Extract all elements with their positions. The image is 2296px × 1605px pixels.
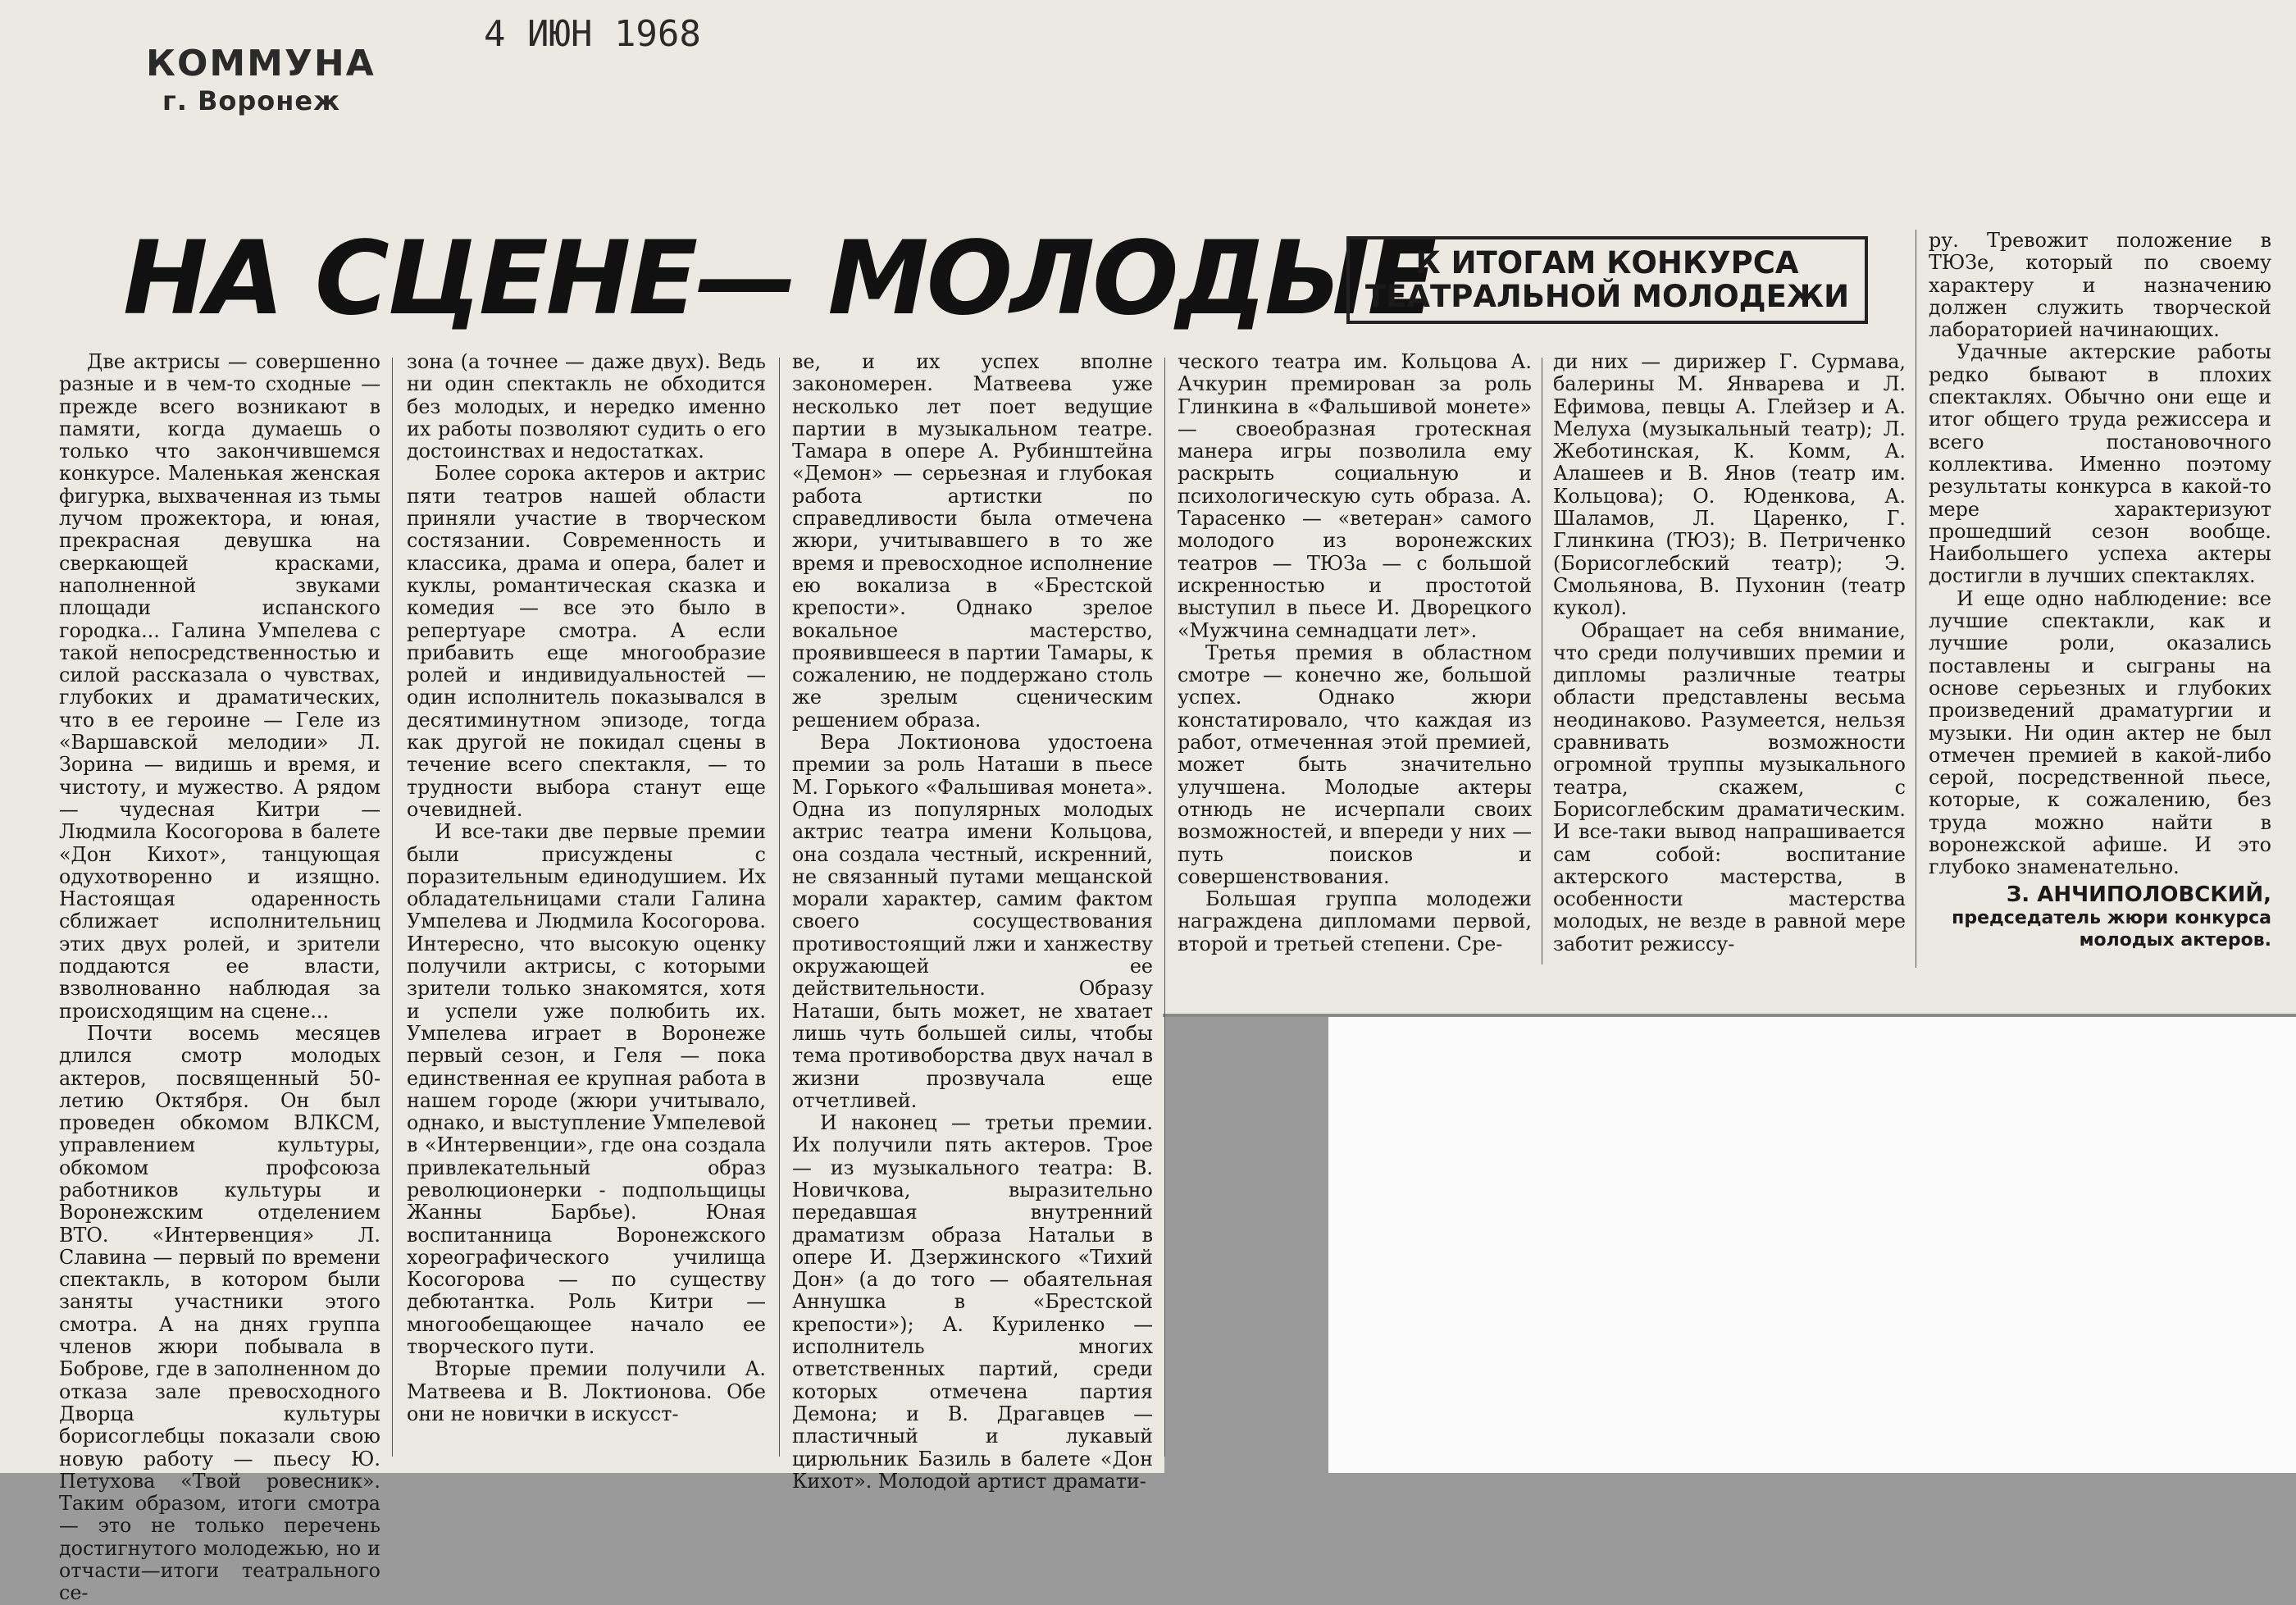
- column-rule: [1164, 358, 1165, 1457]
- clipping-cut-edge: [1163, 1014, 2296, 1017]
- newspaper-name: КОММУНА: [146, 43, 376, 84]
- article-paragraph: Большая группа молодежи награждена дипломами первой, второй и третьей степени. Сре-: [1178, 887, 1532, 955]
- article-paragraph: зона (а точнее — даже двух). Ведь ни один спектакль не обходится без молодых, и нередко именно их работы позволяют судить о его достоинствах и недостатках.: [407, 350, 766, 463]
- clipping-backing: [1328, 1017, 2296, 1473]
- rubric-box: [1346, 236, 1868, 324]
- article-paragraph: ческого театра им. Кольцова А. Ачкурин премирован за роль Глинкина в «Фальшивой монете» — своеобразная гротескная манера игры позволила ему раскрыть социальную и психологическую суть образа. А. Тарасенко — «ветеран» самого молодого из воронежских театров — ТЮЗа — с большой искренностью и простотой выступил в пьесе И. Дворецкого «Мужчина семнадцати лет».: [1178, 350, 1532, 642]
- signature-block: [1929, 882, 2271, 951]
- rubric-line-2: ТЕАТРАЛЬНОЙ МОЛОДЕЖИ: [1364, 279, 1850, 315]
- article-paragraph: Удачные актерские работы редко бывают в плохих спектаклях. Обычно они еще и итог общего труда режиссера и всего постановочного коллектива. Именно поэтому результаты конкурса в какой-то мере характеризуют прошедший сезон вообще. Наибольшего успеха актеры достигли в лучших спектаклях.: [1929, 340, 2271, 588]
- rubric-line-1: К ИТОГАМ КОНКУРСА: [1415, 245, 1799, 280]
- article-paragraph: И еще одно наблюдение: все лучшие спектакли, как и лучшие роли, оказались поставлены и сыграны на основе серьезных и глубоких произведений драматургии и музыки. Ни один актер не был отмечен премией в какой-либо серой, посредственной пьесе, которые, к сожалению, без труда можно найти в воронежской афише. И это глубоко знаменательно.: [1929, 586, 2271, 879]
- column-rule: [392, 358, 393, 1457]
- article-paragraph: Почти восемь месяцев длился смотр молодых актеров, посвященный 50-летию Октября. Он был проведен обкомом ВЛКСМ, управлением культуры, обкомом профсоюза работников культуры и Воронежским отделением ВТО. «Интервенция» Л. Славина — первый по времени спектакль, в котором были заняты участники этого смотра. А на днях группа членов жюри побывала в Боброве, где в заполненном до отказа зале превосходного Дворца культуры борисоглебцы показали свою новую работу — пьесу Ю. Петухова «Твой ровесник». Таким образом, итоги смотра — это не только перечень достигнутого молодежью, но и отчасти—итоги театрального се-: [59, 1021, 380, 1605]
- newspaper-city: г. Воронеж: [162, 85, 340, 116]
- article-paragraph: Обращает на себя внимание, что среди получивших премии и дипломы различные театры области представлены весьма неодинаково. Разумеется, нельзя сравнивать возможности огромной труппы музыкального театра, скажем, с Борисоглебским драматическим. И все-таки вывод напрашивается сам собой: воспитание актерского мастерства, в особенности мастерства молодых, не везде в равной мере заботит режиссу-: [1553, 618, 1906, 955]
- article-column-3: [792, 350, 1153, 1493]
- column-rule: [779, 358, 780, 1457]
- article-paragraph: Вера Локтионова удостоена премии за роль Наташи в пьесе М. Горького «Фальшивая монета». Одна из популярных молодых актрис театра имени Кольцова, она создала честный, искренний, не связанный путами мещанской морали характер, самим фактом своего сосуществования противостоящий лжи и ханжеству окружающей ее действительности. Образу Наташи, быть может, не хватает лишь чуть большей силы, чтобы тема противоборства двух начал в жизни прозвучала еще отчетливей.: [792, 731, 1153, 1112]
- article-paragraph: ди них — дирижер Г. Сурмава, балерины М. Январева и Л. Ефимова, певцы А. Глейзер и А. Мелуха (музыкальный театр); Л. Жеботинская, К. Комм, А. Алашеев и В. Янов (театр им. Кольцова); О. Юденкова, А. Шаламов, Л. Царенко, Г. Глинкина (ТЮЗ); В. Петриченко (Борисоглебский театр); Э. Смольянова, В. Пухонин (театр кукол).: [1553, 350, 1906, 620]
- article-column-1: [59, 350, 380, 1605]
- article-paragraph: И наконец — третьи премии. Их получили пять актеров. Трое — из музыкального театра: В. Новичкова, выразительно передавшая внутренний драматизм образа Натальи в опере И. Дзержинского «Тихий Дон» (а до того — обаятельная Аннушка в «Брестской крепости»); А. Куриленко — исполнитель многих ответственных партий, среди которых отмечена партия Демона; и В. Драгавцев — пластичный и лукавый цирюльник Базиль в балете «Дон Кихот». Молодой артист драмати-: [792, 1111, 1153, 1493]
- date-stamp: 4 ИЮН 1968: [484, 13, 701, 55]
- article-paragraph: Две актрисы — совершенно разные и в чем-то сходные — прежде всего возникают в памяти, когда думаешь о только что закончившемся конкурсе. Маленькая женская фигурка, выхваченная из тьмы лучом прожектора, и юная, прекрасная девушка на сверкающей красками, наполненной звуками площади испанского городка... Галина Умпелева с такой непосредственностью и силой рассказала о чувствах, глубоких и драматических, что в ее героине — Геле из «Варшавской мелодии» Л. Зорина — видишь и время, и чистоту, и мужество. А рядом — чудесная Китри — Людмила Косогорова в балете «Дон Кихот», танцующая одухотворенно и изящно. Настоящая одаренность сближает исполнительниц этих двух ролей, и зрители поддаются ее власти, взволнованно наблюдая за происходящим на сцене...: [59, 350, 380, 1023]
- article-paragraph: ру. Тревожит положение в ТЮЗе, который по своему характеру и назначению должен служить творческой лабораторией начинающих.: [1929, 229, 2271, 342]
- article-column-4: [1178, 351, 1532, 974]
- article-paragraph: Более сорока актеров и актрис пяти театров нашей области приняли участие в творческом состязании. Современность и классика, драма и опера, балет и куклы, романтическая сказка и комедия — все это было в репертуаре смотра. А если прибавить еще многообразие ролей и индивидуальностей — один исполнитель показывался в десятиминутном эпизоде, тогда как другой не покидал сцены в течение всего спектакля, — то трудности выбора станут еще очевидней.: [407, 462, 766, 821]
- article-paragraph: Вторые премии получили А. Матвеева и В. Локтионова. Обе они не новички в искусст-: [407, 1357, 766, 1425]
- article-paragraph: ве, и их успех вполне закономерен. Матвеева уже несколько лет поет ведущие партии в музыкальном театре. Тамара в опере А. Рубинштейна «Демон» — серьезная и глубокая работа артистки по справедливости была отмечена жюри, учитывавшего в то же время и превосходное исполнение ею вокализа в «Брестской крепости». Однако зрелое вокальное мастерство, проявившееся в партии Тамары, к сожалению, не поддержано столь же зрелым сценическим решением образа.: [792, 350, 1153, 732]
- article-column-6: [1929, 229, 2271, 879]
- signature-author: З. АНЧИПОЛОВСКИЙ,: [2006, 882, 2271, 907]
- article-paragraph: Третья премия в областном смотре — конечно же, большой успех. Однако жюри констатировало, что каждая из работ, отмеченная этой премией, может быть значительно улучшена. Молодые актеры отнюдь не исчерпали своих возможностей, и впереди у них — путь поисков и совершенствования.: [1178, 641, 1532, 888]
- article-column-2: [407, 351, 766, 1468]
- headline: НА СЦЕНЕ— МОЛОДЫЕ: [123, 220, 1435, 338]
- article-column-5: [1553, 351, 1906, 974]
- signature-title: председатель жюри конкурса молодых актеров.: [1952, 908, 2271, 951]
- article-paragraph: И все-таки две первые премии были присуждены с поразительным единодушием. Их обладательницами стали Галина Умпелева и Людмила Косогорова. Интересно, что высокую оценку получили актрисы, с которыми зрители только знакомятся, хотя и успели уже полюбить их. Умпелева играет в Воронеже первый сезон, и Геля — пока единственная ее крупная работа в нашем городе (жюри учитывало, однако, и выступление Умпелевой в «Интервенции», где она создала привлекательный образ революционерки - подпольщицы Жанны Барбье). Юная воспитанница Воронежского хореографического училища Косогорова — по существу дебютантка. Роль Китри — многообещающее начало ее творческого пути.: [407, 820, 766, 1359]
